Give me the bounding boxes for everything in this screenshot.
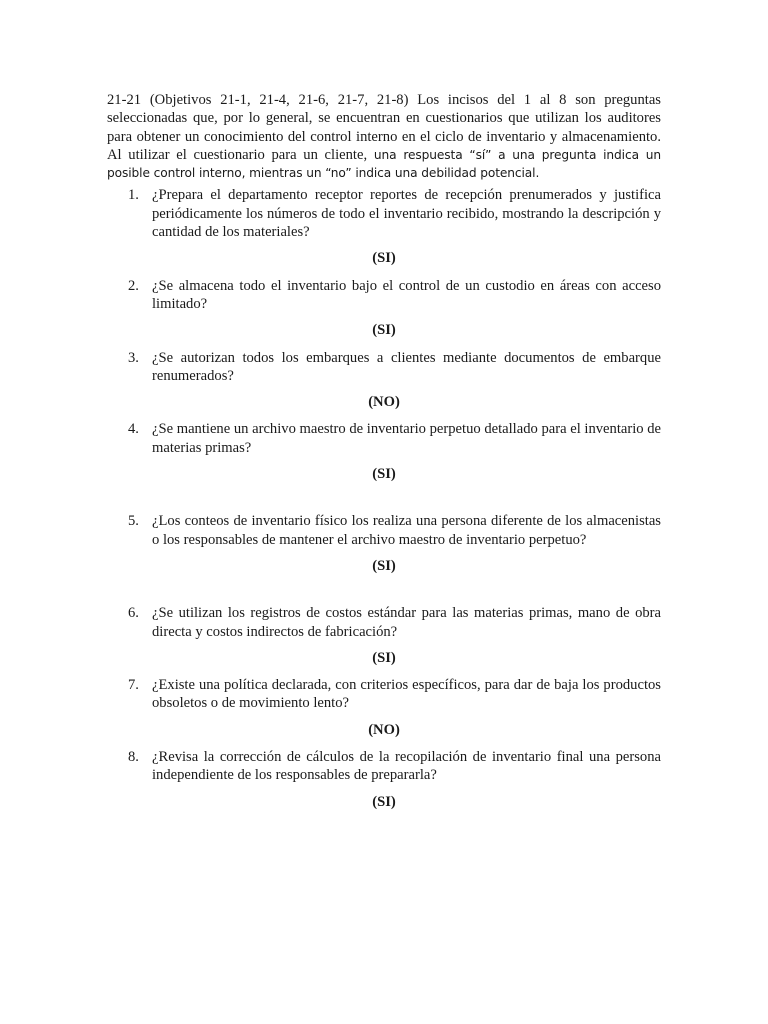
question-list xyxy=(107,186,661,810)
question-number: 5. xyxy=(128,513,139,530)
question-text: ¿Se mantiene un archivo maestro de inventario perpetuo detallado para el inventario de materias primas? xyxy=(152,421,661,456)
question-answer: (SI) xyxy=(372,557,396,574)
question-text: ¿Prepara el departamento receptor reportes de recepción prenumerados y justifica periódicamente los números de todo el inventario recibido, mostrando la descripción y cantidad de los materiales? xyxy=(152,187,661,241)
intro-text: 21-21 (Objetivos 21-1, 21-4, 21-6, 21-7, 21-8) Los incisos del 1 al 8 son preguntas seleccionadas que, por lo general, se encuentran en cuestionarios que utilizan los auditores para obtener un conocimiento del control interno en el ciclo de inventario y almacenamiento. Al utilizar el cuestionario para un cliente, xyxy=(107,92,661,163)
question-number: 7. xyxy=(128,677,139,694)
question-text: ¿Existe una política declarada, con criterios específicos, para dar de baja los productos obsoletos o de movimiento lento? xyxy=(152,677,661,712)
question-item xyxy=(107,420,661,483)
question-text: ¿Se autorizan todos los embarques a clientes mediante documentos de embarque renumerados? xyxy=(152,349,661,384)
question-item xyxy=(107,277,661,340)
question-text: ¿Se almacena todo el inventario bajo el control de un custodio en áreas con acceso limitado? xyxy=(152,277,661,312)
question-answer: (NO) xyxy=(368,721,400,738)
question-item xyxy=(107,676,661,739)
question-item xyxy=(107,186,661,267)
question-number: 2. xyxy=(128,277,139,294)
question-number: 3. xyxy=(128,349,139,366)
question-number: 6. xyxy=(128,605,139,622)
question-answer: (SI) xyxy=(372,793,396,810)
question-number: 1. xyxy=(128,187,139,204)
question-item xyxy=(107,604,661,667)
document-page xyxy=(107,91,661,811)
question-answer: (SI) xyxy=(372,250,396,267)
question-item xyxy=(107,349,661,412)
question-text: ¿Se utilizan los registros de costos estándar para las materias primas, mano de obra directa y costos indirectos de fabricación? xyxy=(152,605,661,640)
question-text: ¿Los conteos de inventario físico los realiza una persona diferente de los almacenistas o los responsables de mantener el archivo maestro de inventario perpetuo? xyxy=(152,513,661,548)
question-number: 8. xyxy=(128,749,139,766)
question-answer: (NO) xyxy=(368,394,400,411)
question-answer: (SI) xyxy=(372,466,396,483)
question-answer: (SI) xyxy=(372,322,396,339)
intro-text-alt: una respuesta “sí” a una pregunta indica un posible control interno, mientras un “no” indica una debilidad potencial. xyxy=(107,147,661,181)
question-number: 4. xyxy=(128,421,139,438)
question-answer: (SI) xyxy=(372,649,396,666)
intro-paragraph xyxy=(107,91,661,182)
question-text: ¿Revisa la corrección de cálculos de la recopilación de inventario final una persona independiente de los responsables de prepararla? xyxy=(152,749,661,784)
question-item xyxy=(107,748,661,811)
question-item xyxy=(107,512,661,575)
